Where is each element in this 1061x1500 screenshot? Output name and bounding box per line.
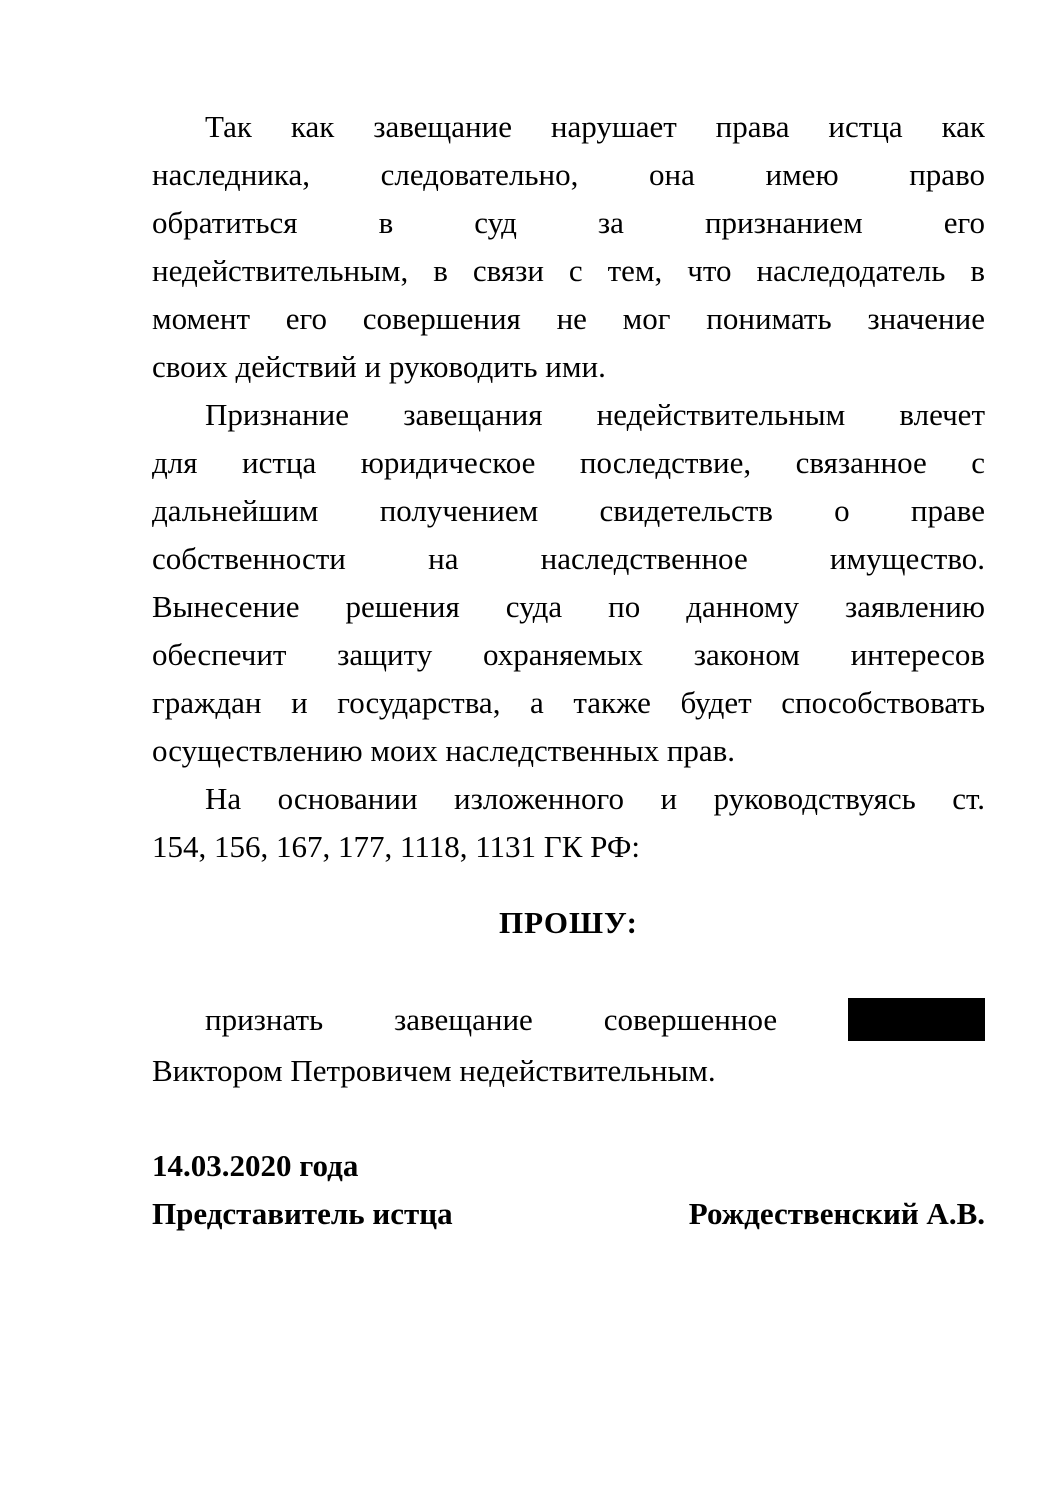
paragraph-line: Так как завещание нарушает права истца как <box>205 109 985 144</box>
paragraph-line: для истца юридическое последствие, связанное с <box>152 445 985 480</box>
paragraph-line: собственности на наследственное имущество. <box>152 541 985 576</box>
paragraph-line: своих действий и руководить ими. <box>152 349 606 384</box>
date-line: 14.03.2020 года <box>152 1148 359 1184</box>
paragraph-line: осуществлению моих наследственных прав. <box>152 733 736 768</box>
paragraph-line: Признание завещания недействительным влечет <box>205 397 985 432</box>
paragraph-line: 154, 156, 167, 177, 1118, 1131 ГК РФ: <box>152 829 640 864</box>
paragraph-line: Вынесение решения суда по данному заявлению <box>152 589 985 624</box>
paragraph-line: обеспечит защиту охраняемых законом интересов <box>152 637 985 672</box>
paragraph-1 <box>152 103 985 391</box>
signature-row <box>152 1190 985 1238</box>
petition-line <box>152 996 985 1047</box>
paragraph-line: дальнейшим получением свидетельств о праве <box>152 493 985 528</box>
petition-paragraph <box>152 996 985 1095</box>
petition-line: Виктором Петровичем недействительным. <box>152 1053 716 1089</box>
paragraph-line: обратиться в суд за признанием его <box>152 205 985 240</box>
paragraph-line: наследника, следовательно, она имею право <box>152 157 985 192</box>
paragraph-line: момент его совершения не мог понимать значение <box>152 301 985 336</box>
petition-heading: ПРОШУ: <box>499 905 638 940</box>
paragraph-2 <box>152 391 985 775</box>
petition-line-text: признать завещание совершенное <box>205 1002 778 1037</box>
paragraph-line: недействительным, в связи с тем, что наследодатель в <box>152 253 985 288</box>
signature-name: Рождественский А.В. <box>688 1196 985 1232</box>
paragraph-line: граждан и государства, а также будет способствовать <box>152 685 985 720</box>
redaction-box <box>848 998 985 1041</box>
paragraph-3 <box>152 775 985 871</box>
signature-role: Представитель истца <box>152 1196 453 1232</box>
footer-block <box>152 1142 985 1238</box>
paragraph-line: На основании изложенного и руководствуясь ст. <box>205 781 985 816</box>
